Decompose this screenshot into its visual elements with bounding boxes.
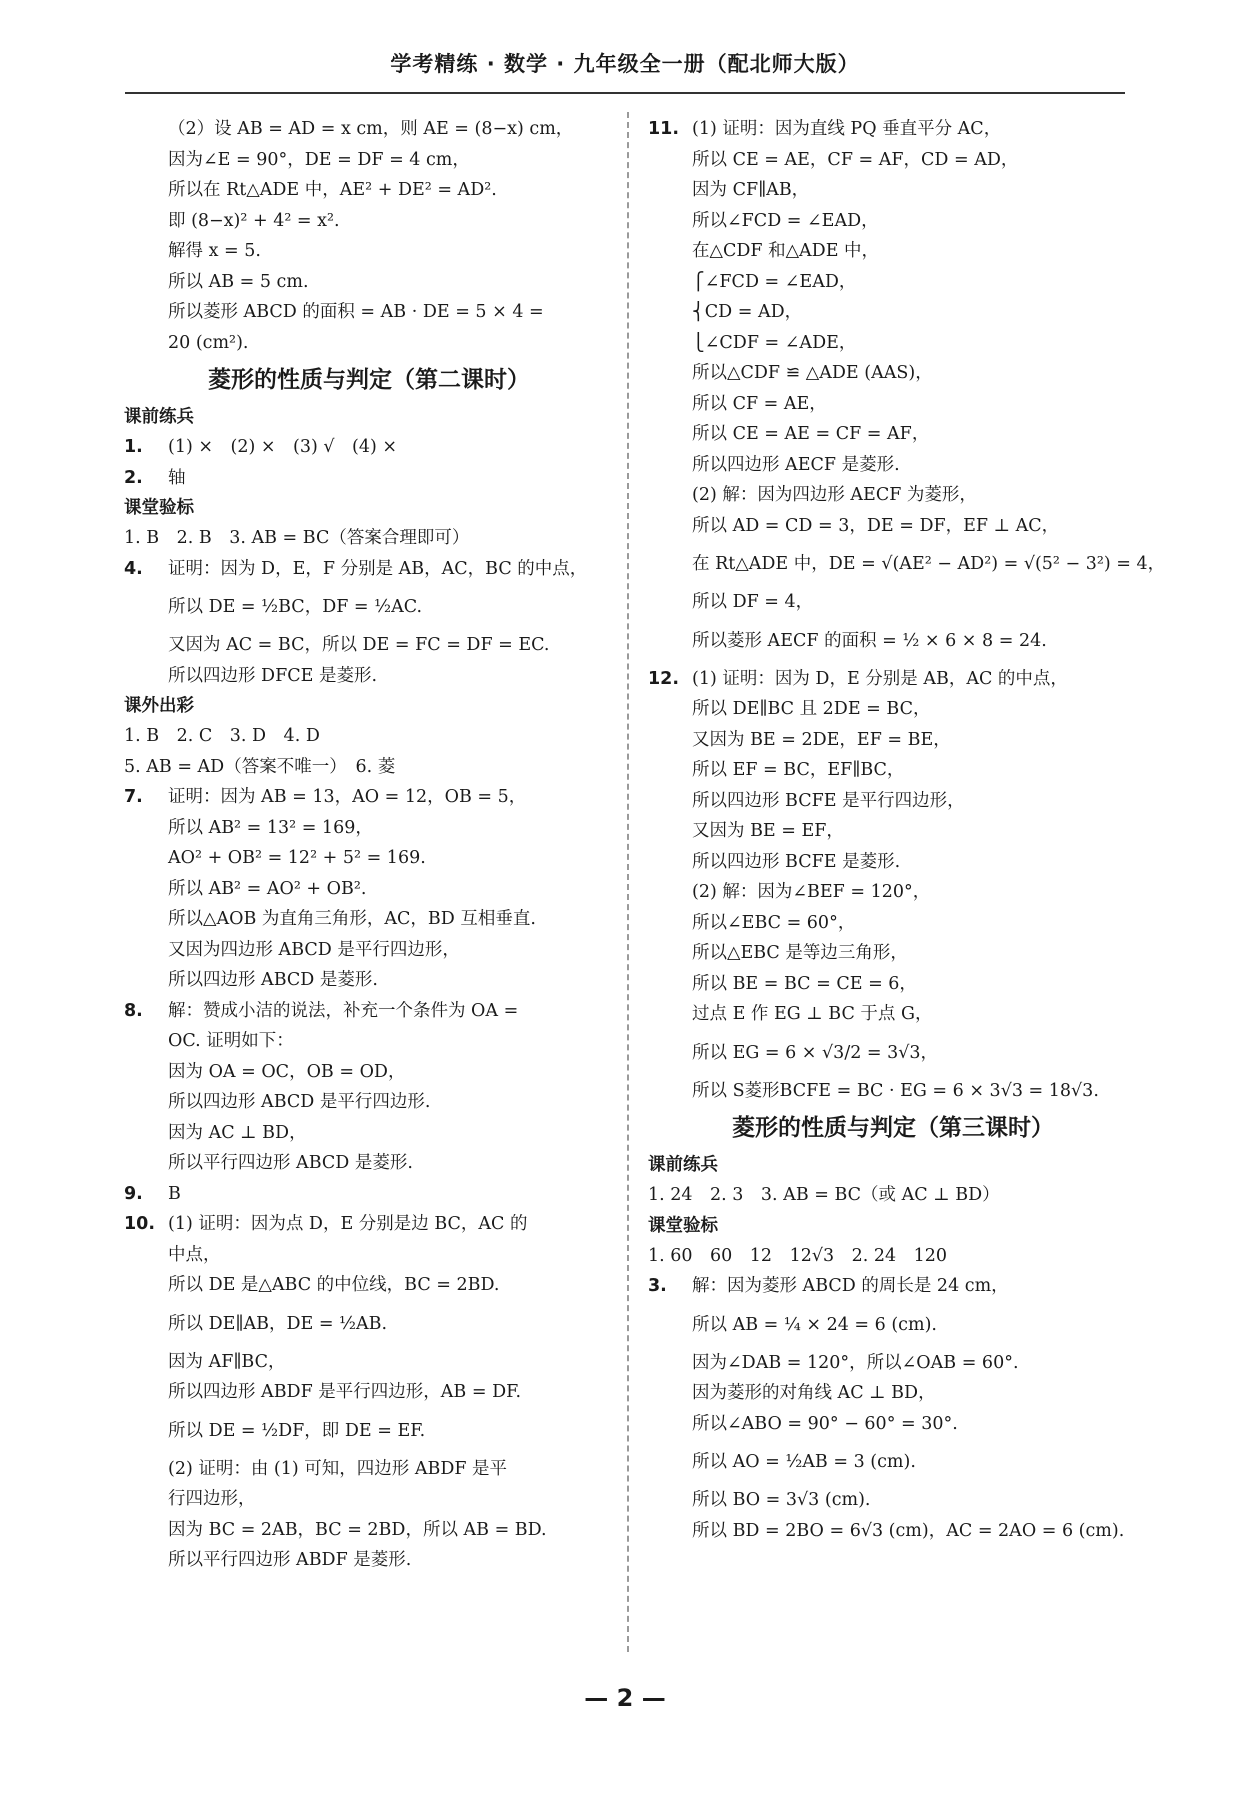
text-line: 所以平行四边形 ABCD 是菱形. xyxy=(168,1153,413,1173)
text-line: 所以△CDF ≌ △ADE (AAS)， xyxy=(692,363,933,383)
text-line: 所以四边形 ABCD 是平行四边形. xyxy=(168,1092,431,1112)
subsection-title: 课前练兵 xyxy=(648,1155,718,1175)
answer-text: 1. B 2. B 3. AB = BC（答案合理即可） xyxy=(124,528,470,548)
text-line: 所以 BO = 3√3 (cm). xyxy=(692,1490,871,1510)
text-line: 所以 DE∥AB，DE = ½AB. xyxy=(168,1313,388,1334)
text-line: CD = AD， xyxy=(704,302,803,322)
text-line: 所以 AB = 5 cm. xyxy=(168,271,309,292)
answer-text: 解：因为菱形 ABCD 的周长是 24 cm， xyxy=(692,1276,1009,1296)
answer-text: 轴 xyxy=(168,467,186,488)
text-line: 所以四边形 ABDF 是平行四边形，AB = DF. xyxy=(168,1382,522,1402)
text-line: 所以 CE = AE = CF = AF， xyxy=(692,424,930,444)
text-line: 所以 DF = 4， xyxy=(692,592,814,612)
answer-text: 1. 60 60 12 12√3 2. 24 120 xyxy=(648,1245,948,1266)
question-number: 10. xyxy=(124,1214,156,1234)
header-rule xyxy=(125,92,1125,94)
text-line: 又因为四边形 ABCD 是平行四边形， xyxy=(168,939,460,960)
text-line: 所以 EF = BC，EF∥BC， xyxy=(692,760,905,780)
text-line: 所以四边形 DFCE 是菱形. xyxy=(168,665,378,686)
question-number: 12. xyxy=(648,668,680,689)
text-line: 所以 DE = ½BC，DF = ½AC. xyxy=(168,597,423,617)
text-line: 所以 CF = AE， xyxy=(692,393,827,414)
answer-text: 解：赞成小洁的说法，补充一个条件为 OA = xyxy=(168,1000,519,1021)
text-line: 过点 E 作 EG ⊥ BC 于点 G， xyxy=(692,1004,933,1024)
text-line: 所以四边形 BCFE 是平行四边形， xyxy=(692,790,965,811)
subsection-title: 课堂验标 xyxy=(124,498,194,518)
text-line: ∠CDF = ∠ADE， xyxy=(704,332,857,353)
answer-text: 证明：因为 D，E，F 分别是 AB，AC，BC 的中点， xyxy=(168,558,588,579)
answer-text: 证明：因为 AB = 13，AO = 12，OB = 5， xyxy=(168,787,527,807)
answer-text: (1) 证明：因为 D，E 分别是 AB，AC 的中点， xyxy=(692,668,1068,689)
question-number: 1. xyxy=(124,437,143,457)
text-line: 所以△EBC 是等边三角形， xyxy=(692,943,908,963)
text-line: 即 (8−x)² + 4² = x². xyxy=(168,210,340,231)
text-line: 所以 AD = CD = 3，DE = DF，EF ⊥ AC， xyxy=(692,515,1060,536)
question-number: 9. xyxy=(124,1183,143,1204)
left-column xyxy=(124,114,614,1576)
text-line: 又因为 BE = 2DE，EF = BE， xyxy=(692,729,951,750)
text-line: 所以 DE = ½DF，即 DE = EF. xyxy=(168,1420,426,1441)
brace-icon: ⎩ xyxy=(692,332,705,353)
text-line: 所以 BE = BC = CE = 6， xyxy=(692,973,917,994)
text-line: （2）设 AB = AD = x cm，则 AE = (8−x) cm， xyxy=(168,119,574,139)
text-line: 20 (cm²). xyxy=(168,332,249,353)
text-line: 因为菱形的对角线 AC ⊥ BD， xyxy=(692,1383,936,1403)
text-line: AO² + OB² = 12² + 5² = 169. xyxy=(168,848,426,868)
subsection-title: 课外出彩 xyxy=(124,696,194,716)
text-line: 因为 AC ⊥ BD， xyxy=(168,1122,307,1143)
text-line: 中点， xyxy=(168,1244,221,1265)
answer-text: 5. AB = AD（答案不唯一） 6. 菱 xyxy=(124,756,396,777)
text-line: 所以∠FCD = ∠EAD， xyxy=(692,210,879,231)
text-line: 所以平行四边形 ABDF 是菱形. xyxy=(168,1550,412,1570)
brace-icon: ⎨ xyxy=(692,302,705,322)
text-line: 所以 AO = ½AB = 3 (cm). xyxy=(692,1452,916,1472)
answer-text: (1) × (2) × (3) √ (4) × xyxy=(168,437,398,457)
text-line: 因为∠DAB = 120°，所以∠OAB = 60°. xyxy=(692,1352,1019,1373)
text-line: 所以 CE = AE，CF = AF，CD = AD， xyxy=(692,149,1019,170)
answer-text: (1) 证明：因为点 D，E 分别是边 BC，AC 的 xyxy=(168,1214,528,1234)
text-line: 所以 AB = ¼ × 24 = 6 (cm). xyxy=(692,1314,937,1335)
subsection-title: 课前练兵 xyxy=(124,407,194,427)
question-number: 2. xyxy=(124,467,143,488)
section-title: 菱形的性质与判定（第三课时） xyxy=(732,1115,1054,1141)
text-line: 所以菱形 AECF 的面积 = ½ × 6 × 8 = 24. xyxy=(692,630,1047,651)
text-line: 所以四边形 ABCD 是菱形. xyxy=(168,970,378,990)
text-line: (2) 证明：由 (1) 可知，四边形 ABDF 是平 xyxy=(168,1458,508,1479)
page-number: — 2 — xyxy=(584,1684,666,1712)
column-divider xyxy=(627,112,629,1652)
text-line: (2) 解：因为四边形 AECF 为菱形， xyxy=(692,485,977,505)
text-line: 所以 DE∥BC 且 2DE = BC， xyxy=(692,699,931,719)
text-line: 在 Rt△ADE 中，DE = √(AE² − AD²) = √(5² − 3²) = 4， xyxy=(692,554,1166,574)
text-line: 因为 OA = OC，OB = OD， xyxy=(168,1061,406,1082)
text-line: 所以 EG = 6 × √3/2 = 3√3， xyxy=(692,1042,939,1063)
text-line: 因为 AF∥BC， xyxy=(168,1351,286,1372)
answer-text: B xyxy=(168,1183,181,1204)
text-line: 解得 x = 5. xyxy=(168,241,261,261)
text-line: 因为 CF∥AB， xyxy=(692,180,810,200)
text-line: ∠FCD = ∠EAD， xyxy=(704,271,857,292)
text-line: 所以∠ABO = 90° − 60° = 30°. xyxy=(692,1413,958,1434)
text-line: 所以△AOB 为直角三角形，AC，BD 互相垂直. xyxy=(168,909,536,929)
text-line: 在△CDF 和△ADE 中， xyxy=(692,241,880,261)
question-number: 8. xyxy=(124,1000,143,1021)
question-number: 7. xyxy=(124,787,143,807)
question-number: 4. xyxy=(124,558,143,579)
text-line: 所以 AB² = AO² + OB². xyxy=(168,878,367,899)
right-column xyxy=(648,114,1166,1546)
text-line: 所以 DE 是△ABC 的中位线，BC = 2BD. xyxy=(168,1275,500,1295)
text-line: 所以四边形 BCFE 是菱形. xyxy=(692,851,901,872)
text-line: 所以菱形 ABCD 的面积 = AB · DE = 5 × 4 = xyxy=(168,302,544,322)
text-line: 所以 AB² = 13² = 169， xyxy=(168,817,373,838)
text-line: 所以在 Rt△ADE 中，AE² + DE² = AD². xyxy=(168,180,497,200)
question-number: 3. xyxy=(648,1276,667,1296)
text-line: 因为 BC = 2AB，BC = 2BD，所以 AB = BD. xyxy=(168,1519,547,1540)
text-line: 所以四边形 AECF 是菱形. xyxy=(692,454,900,475)
answer-text: 1. 24 2. 3 3. AB = BC（或 AC ⊥ BD） xyxy=(648,1185,1000,1205)
brace-icon: ⎧ xyxy=(692,271,705,292)
text-line: 所以 BD = 2BO = 6√3 (cm)，AC = 2AO = 6 (cm). xyxy=(692,1520,1125,1541)
text-line: 行四边形， xyxy=(168,1489,256,1509)
section-title: 菱形的性质与判定（第二课时） xyxy=(208,367,530,393)
text-line: 又因为 AC = BC，所以 DE = FC = DF = EC. xyxy=(168,635,550,655)
text-line: 所以∠EBC = 60°， xyxy=(692,912,856,933)
question-number: 11. xyxy=(648,119,680,139)
text-line: (2) 解：因为∠BEF = 120°， xyxy=(692,882,931,902)
text-line: 又因为 BE = EF， xyxy=(692,821,844,841)
answer-text: (1) 证明：因为直线 PQ 垂直平分 AC， xyxy=(692,119,1002,139)
running-header: 学考精练 · 数学 · 九年级全一册（配北师大版） xyxy=(390,52,860,76)
text-line: 因为∠E = 90°，DE = DF = 4 cm， xyxy=(168,149,470,170)
text-line: OC. 证明如下： xyxy=(168,1031,294,1051)
text-line: 所以 S菱形BCFE = BC · EG = 6 × 3√3 = 18√3. xyxy=(692,1080,1099,1101)
subsection-title: 课堂验标 xyxy=(648,1215,718,1236)
answer-text: 1. B 2. C 3. D 4. D xyxy=(124,726,320,746)
